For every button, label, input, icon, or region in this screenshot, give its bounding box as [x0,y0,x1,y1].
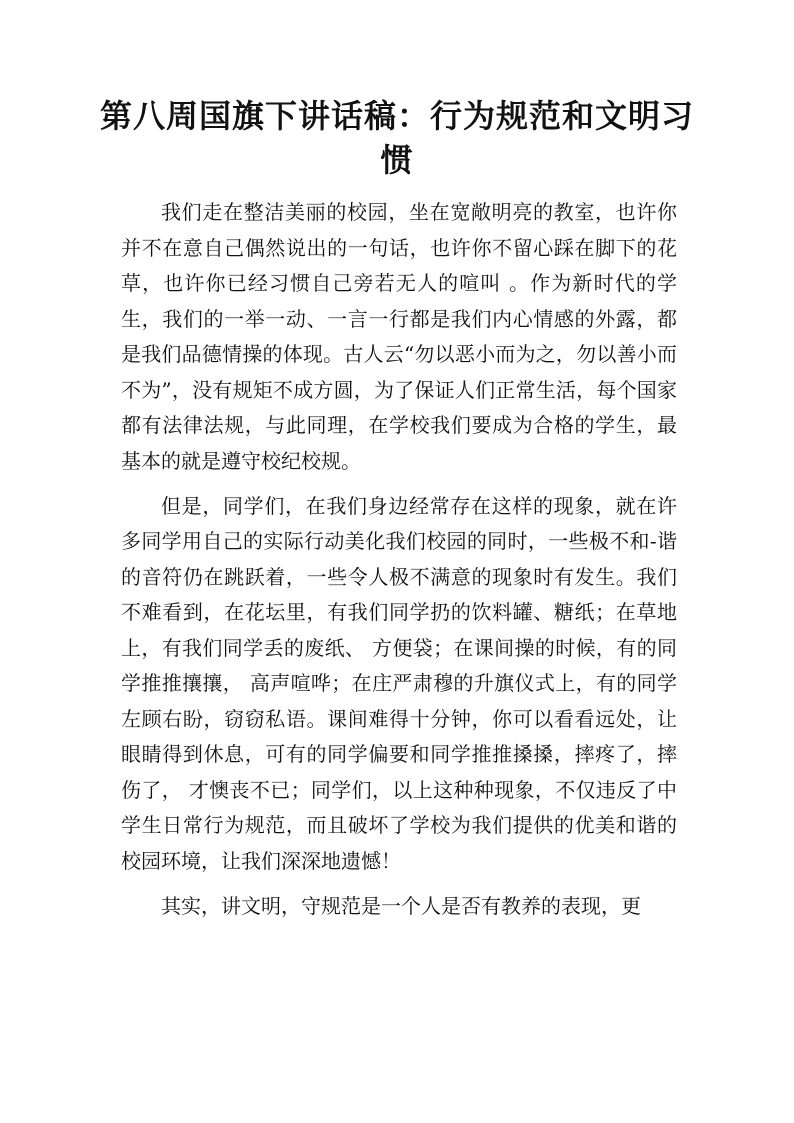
paragraph-2: 但是，同学们，在我们身边经常存在这样的现象，就在许多同学用自己的实际行动美化我们校园的同时，一些极不和-谐的音符仍在跳跃着，一些令人极不满意的现象时有发生。我们不难看到，在花坛里，有我们同学扔的饮料罐、糖纸；在草地上，有我们同学丢的废纸、 方便袋；在课间操的时候，有的同学推推攘攘， 高声喧哗；在庄严肃穆的升旗仪式上，有的同学左顾右盼，窃窃私语。课间难得十分钟，你可以看看远处，让眼睛得到休息，可有的同学偏要和同学推推搡搡，摔疼了，摔伤了， 才懊丧不已；同学们，以上这种种现象，不仅违反了中学生日常行为规范，而且破坏了学校为我们提供的优美和谐的校园环境，让我们深深地遗憾！ [121,493,677,873]
paragraph-3: 其实，讲文明，守规范是一个人是否有教养的表现，更 [161,893,641,918]
document-title: 第八周国旗下讲话稿：行为规范和文明习惯 [100,97,695,179]
document-body [121,195,677,934]
paragraph-1: 我们走在整洁美丽的校园，坐在宽敞明亮的教室，也许你并不在意自己偶然说出的一句话，也许你不留心踩在脚下的花草，也许你已经习惯自己旁若无人的喧叫 。作为新时代的学生，我们的一举一动、一言一行都是我们内心情感的外露，都是我们品德情操的体现。古人云“勿以恶小而为之，勿以善小而不为”，没有规矩不成方圆，为了保证人们正常生活，每个国家都有法律法规，与此同理，在学校我们要成为合格的学生，最基本的就是遵守校纪校规。 [121,200,677,473]
